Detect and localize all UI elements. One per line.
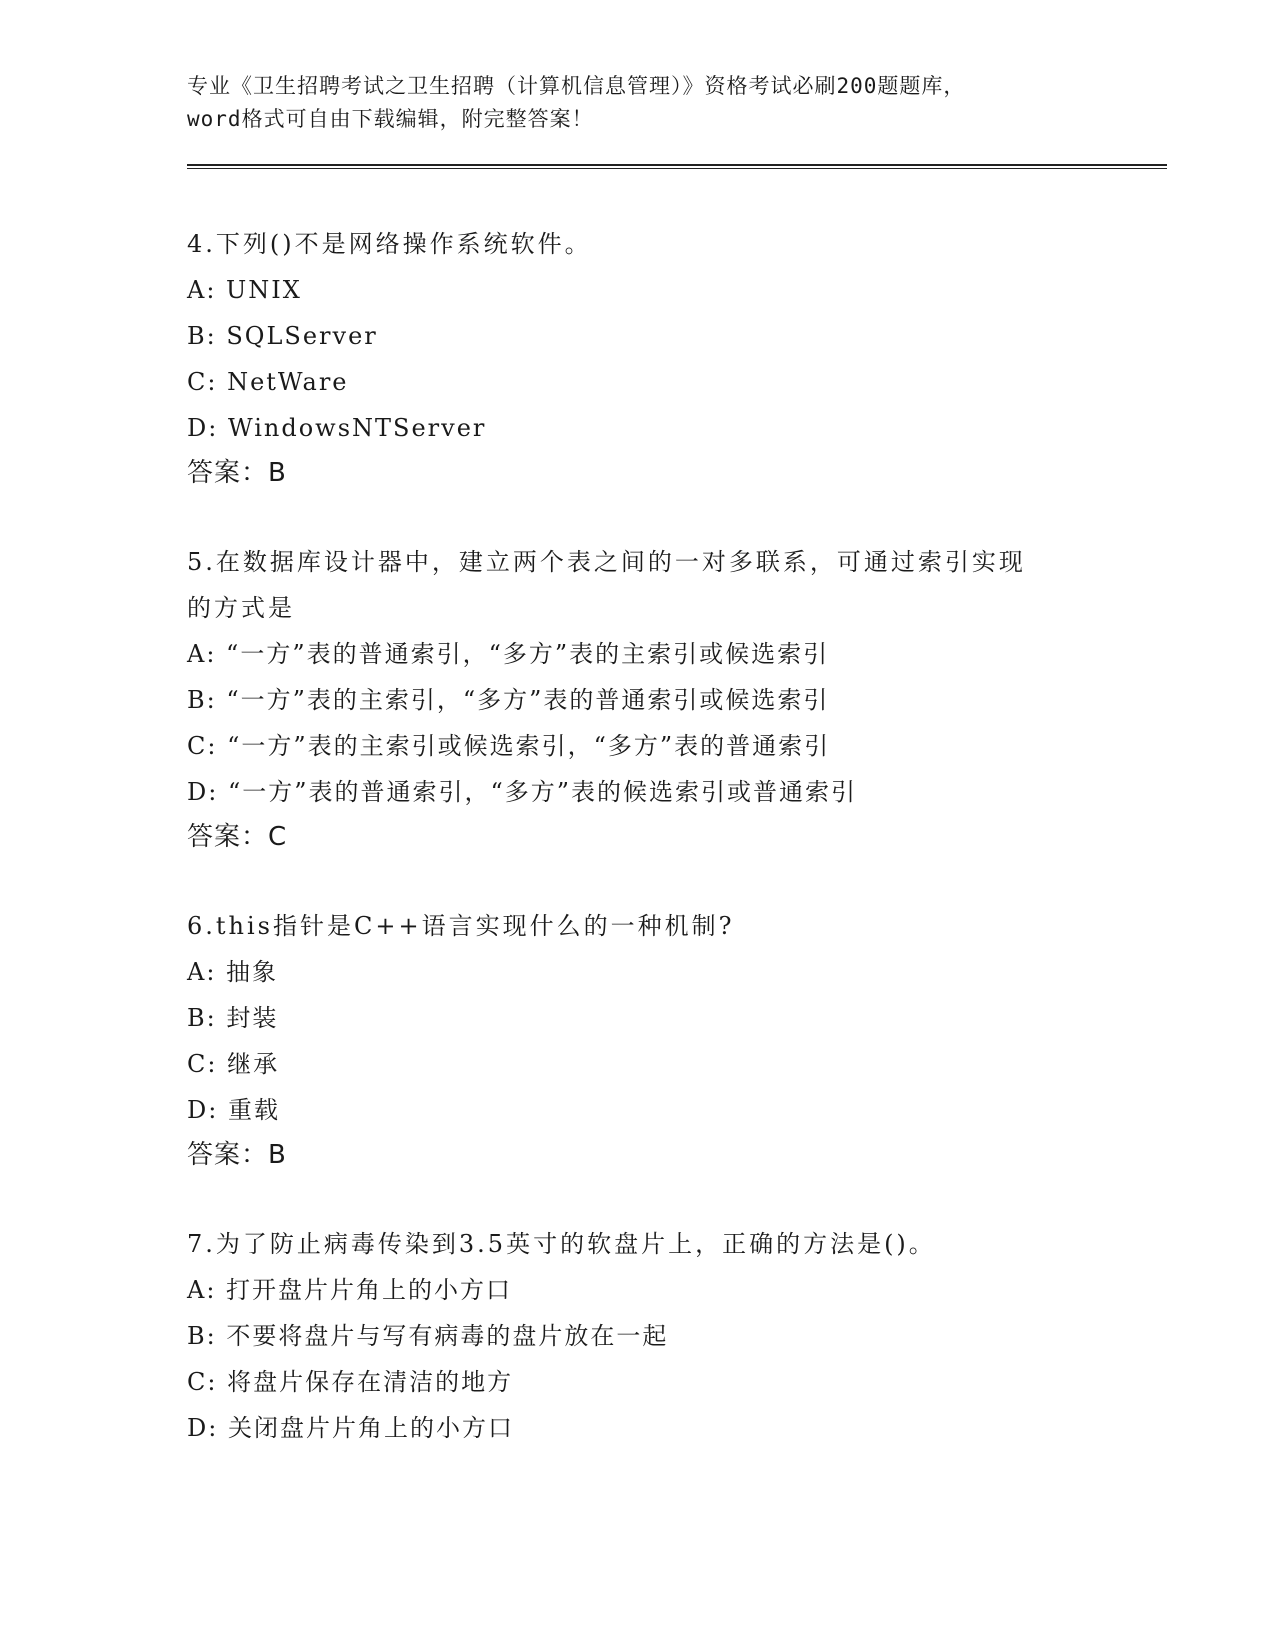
answer-line: 答案：C bbox=[187, 822, 288, 852]
option-c: C: “一方”表的主索引或候选索引，“多方”表的普通索引 bbox=[187, 732, 831, 760]
question-stem: 5.在数据库设计器中，建立两个表之间的一对多联系，可通过索引实现的方式是 bbox=[187, 548, 1026, 622]
option-c: C: 将盘片保存在清洁的地方 bbox=[187, 1368, 514, 1396]
header-line-2: word格式可自由下载编辑，附完整答案！ bbox=[187, 107, 594, 131]
question-stem: 7.为了防止病毒传染到3.5英寸的软盘片上，正确的方法是()。 bbox=[187, 1230, 936, 1258]
question-5 bbox=[187, 539, 1167, 859]
question-list bbox=[187, 221, 1167, 1451]
question-6 bbox=[187, 903, 1167, 1177]
question-4 bbox=[187, 221, 1167, 495]
option-d: D: 重载 bbox=[187, 1096, 280, 1124]
answer-line: 答案：B bbox=[187, 1140, 287, 1170]
option-a: A: 打开盘片片角上的小方口 bbox=[187, 1276, 513, 1304]
option-b: B: “一方”表的主索引，“多方”表的普通索引或候选索引 bbox=[187, 686, 830, 714]
option-c: C: 继承 bbox=[187, 1050, 280, 1078]
option-a: A: 抽象 bbox=[187, 958, 279, 986]
option-c: C: NetWare bbox=[187, 368, 349, 396]
header-divider bbox=[187, 164, 1167, 169]
option-b: B: 封装 bbox=[187, 1004, 279, 1032]
option-d: D: 关闭盘片片角上的小方口 bbox=[187, 1414, 514, 1442]
option-d: D: “一方”表的普通索引，“多方”表的候选索引或普通索引 bbox=[187, 778, 858, 806]
header-line-1: 专业《卫生招聘考试之卫生招聘（计算机信息管理）》资格考试必刷200题题库， bbox=[187, 74, 966, 98]
document-page bbox=[187, 70, 1167, 1451]
option-b: B: 不要将盘片与写有病毒的盘片放在一起 bbox=[187, 1322, 669, 1350]
option-a: A: UNIX bbox=[187, 276, 302, 304]
answer-line: 答案：B bbox=[187, 458, 287, 488]
question-7 bbox=[187, 1221, 1167, 1451]
question-stem: 4.下列()不是网络操作系统软件。 bbox=[187, 230, 592, 258]
option-b: B: SQLServer bbox=[187, 322, 378, 350]
document-header bbox=[187, 70, 1167, 136]
option-d: D: WindowsNTServer bbox=[187, 414, 487, 442]
option-a: A: “一方”表的普通索引，“多方”表的主索引或候选索引 bbox=[187, 640, 830, 668]
question-stem: 6.this指针是C++语言实现什么的一种机制? bbox=[187, 912, 735, 940]
